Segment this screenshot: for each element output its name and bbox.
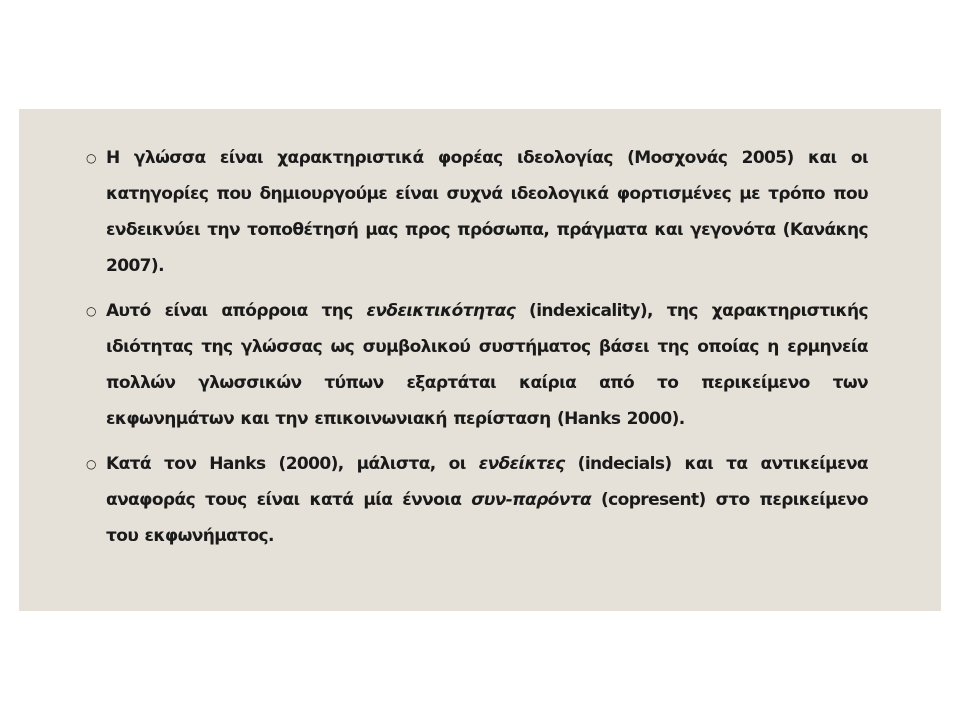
bullet-item-3	[86, 446, 868, 554]
bullet-text: Αυτό είναι απόρροια της	[106, 301, 367, 321]
bullet-list	[86, 140, 868, 563]
bullet-circle-icon: ○	[86, 304, 96, 318]
bullet-circle-icon: ○	[86, 457, 96, 471]
bullet-item-1	[86, 140, 868, 284]
term-indicials: ενδείκτες	[478, 454, 565, 474]
bullet-circle-icon: ○	[86, 151, 96, 165]
bullet-item-2	[86, 293, 868, 437]
bullet-text: (indecials) και τα αντικείμενα αναφοράς τους είναι κατά μία έννοια	[106, 454, 869, 510]
term-indexicality: ενδεικτικότητας	[366, 301, 516, 321]
bullet-text: Η γλώσσα είναι χαρακτηριστικά φορέας ιδεολογίας (Μοσχονάς 2005) και οι κατηγορίες που δημιουργούμε είναι συχνά ιδεολογικά φορτισμένες με τρόπο που ενδεικνύει την τοποθέτησή μας προς πρόσωπα, πράγματα και γεγονότα (Κανάκης 2007).	[106, 148, 868, 276]
bullet-text: Κατά τον Hanks (2000), μάλιστα, οι	[106, 454, 479, 474]
bullet-text: (copresent) στο περικείμενο του εκφωνήματος.	[106, 490, 868, 546]
bullet-text: (indexicality), της χαρακτηριστικής ιδιότητας της γλώσσας ως συμβολικού συστήματος βάσει της οποίας η ερμηνεία πολλών γλωσσικών τύπων εξαρτάται καίρια από το περικείμενο των εκφωνημάτων και την επικοινωνιακή περίσταση (Hanks 2000).	[106, 301, 868, 429]
term-copresent: συν-παρόντα	[471, 490, 592, 510]
